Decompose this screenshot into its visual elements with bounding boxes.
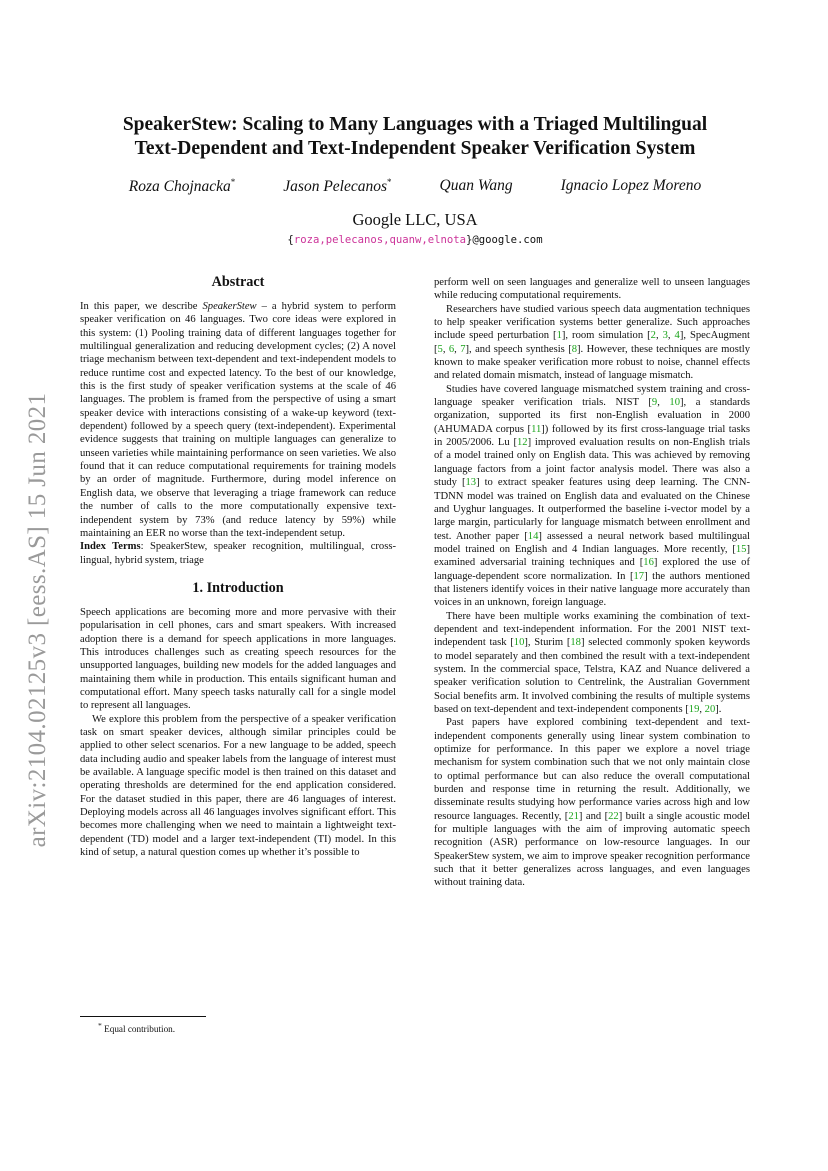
- intro-paragraph-2: We explore this problem from the perspective of a speaker verification task on smart speaker devices, although similar principles could be applied to other select scenarios. For a new language to be added, speech data including audio and speaker labels from the language of interest must be available. A language specific model is then trained on this dataset and operating thresholds are determined for the end application considered. For the dataset studied in this paper, there are 46 languages of interest. Deploying models across all 46 languages involves significant effort. This becomes more challenging when we need to maintain a lightweight text-dependent (TD) model and a larger text-independent (TI) model. In this kind of setup, a natural question comes up whether it’s possible to: [80, 713, 396, 859]
- citation-link[interactable]: 3: [662, 330, 668, 342]
- author: Ignacio Lopez Moreno: [560, 177, 702, 194]
- arxiv-stamp: [14, 360, 62, 880]
- citation-link[interactable]: 14: [527, 530, 539, 542]
- intro-paragraph-continued: perform well on seen languages and generalize well to unseen languages while reducing computational requirements.: [434, 277, 750, 302]
- footnote-divider: [80, 1016, 206, 1017]
- citation-link[interactable]: 8: [571, 343, 578, 355]
- citation-link[interactable]: 1: [556, 330, 562, 342]
- citation-link[interactable]: 10: [513, 637, 525, 649]
- citation-link[interactable]: 4: [674, 330, 680, 342]
- footnote-text: * Equal contribution.: [98, 1021, 176, 1035]
- author: Quan Wang: [439, 177, 513, 194]
- title-line-1: SpeakerStew: Scaling to Many Languages with a Triaged Multilingual: [122, 114, 708, 135]
- citation-link[interactable]: 5: [437, 343, 443, 355]
- abstract-body: In this paper, we describe SpeakerStew – a hybrid system to perform speaker verification on 46 languages. Two core ideas were explored in this system: (1) Pooling training data of different languages together for multilingual generalization and reducing development cycles; (2) A novel triage mechanism between text-dependent and text-independent models to reduce runtime cost and expected latency. To the best of our knowledge, this is the first study of speaker verification systems at the scale of 46 languages. The problem is framed from the perspective of using a smart speaker device with interactions consisting of a wake-up keyword (text-dependent) followed by a speech query (text-independent). Experimental evidence suggests that training on multiple languages can generalize to unseen varieties while maintaining performance on seen varieties. We also found that it can reduce computational requirements for training models by an order of magnitude. Furthermore, during model inference on English data, we observe that leveraging a triage framework can reduce the number of calls to the more computationally expensive text-independent system by 73% (and reduce latency by 59%) while maintaining an EER no worse than the text-independent setup.: [80, 301, 396, 539]
- citation-link[interactable]: 16: [643, 557, 654, 569]
- intro-paragraph-augmentation: Researchers have studied various speech data augmentation techniques to help speaker verification systems better generalize. Such approaches include speed perturbation [1], room simulation [2, 3, 4], SpecAugment [5, 6, 7], and speech synthesis [8]. However, these techniques are mostly known to make speaker verification more robust to noise, channel effects and related domain mismatch, instead of language mismatch.: [434, 303, 751, 382]
- intro-paragraph-combination: There have been multiple works examining the combination of text-dependent and text-independent information. For the 2001 NIST text-independent task [10], Sturim [18] selected commonly spoken keywords to model separately and then combined the result with a text-independent system. In the commercial space, Telstra, KAZ and Nuance delivered a speaker verification solution to Centrelink, the Australian Government Social benefits arm. It involved combining the results of multiple systems based on text-dependent and text-independent components [19, 20].: [434, 610, 750, 715]
- citation-link[interactable]: 6: [448, 343, 455, 355]
- citation-link[interactable]: 2: [650, 330, 656, 342]
- author: Jason Pelecanos*: [283, 177, 392, 196]
- right-column: [434, 276, 750, 890]
- citation-link[interactable]: 20: [704, 704, 716, 715]
- citation-link[interactable]: 18: [570, 637, 581, 649]
- intro-paragraph-triage: Past papers have explored combining text-dependent and text-independent components generally using linear system combination to optimize for performance. In this paper we explore a novel triage mechanism for system combination such that we not only maintain close to optimal performance but can also reduce the overall computational burden and response time in returning the result. Additionally, we disseminate results studying how performance varies across high and low resource languages. Recently, [21] and [22] built a single acoustic model for multiple languages with the aim of improving automatic speech recognition (ASR) performance on low-resource languages. In our SpeakerStew system, we aim to improve speaker recognition performance such that it better generalizes across languages, and even languages without training data.: [434, 717, 750, 889]
- author-list: [80, 177, 750, 196]
- introduction-heading: 1. Introduction: [192, 579, 284, 596]
- citation-link[interactable]: 11: [531, 423, 542, 435]
- citation-link[interactable]: 10: [669, 397, 680, 409]
- citation-link[interactable]: 19: [688, 704, 700, 715]
- left-column: [80, 273, 396, 859]
- citation-link[interactable]: 21: [568, 810, 579, 822]
- citation-link[interactable]: 15: [735, 543, 747, 555]
- title-line-2: Text-Dependent and Text-Independent Speaker Verification System: [134, 138, 696, 159]
- footnote: [80, 1016, 396, 1034]
- abstract-heading: Abstract: [211, 274, 265, 290]
- affiliation: Google LLC, USA: [352, 210, 478, 229]
- index-terms: Index Terms: SpeakerStew, speaker recognition, multilingual, cross-lingual, hybrid system, triage: [80, 541, 397, 566]
- citation-link[interactable]: 22: [608, 810, 619, 822]
- citation-link[interactable]: 7: [460, 343, 466, 355]
- arxiv-identifier: arXiv:2104.02125v3 [eess.AS] 15 Jun 2021: [24, 392, 51, 848]
- author: Roza Chojnacka*: [128, 177, 236, 196]
- paper-title: [80, 113, 750, 161]
- citation-link[interactable]: 13: [465, 477, 477, 489]
- citation-link[interactable]: 17: [633, 570, 645, 582]
- intro-paragraph-1: Speech applications are becoming more and more pervasive with their popularisation in cell phones, cars and smart speakers. With increased adoption there is a demand for speech applications in more languages. This introduces challenges such as creating speech resources for the unsupported languages, building new models for the added languages and maintaining them while in production. This entails significant human and computational effort. Many speech tasks naturally call for a single model to represent all languages.: [80, 606, 396, 712]
- intro-paragraph-language-mismatch: Studies have covered language mismatched system training and cross-language speaker verification trials. NIST [9, 10], a standards organization, supported its first non-English evaluation in 2000 (AHUMADA corpus [11]) followed by its first cross-language trial tasks in 2005/2006. Lu [12] improved evaluation results on non-English trials of a model trained only on English data. This was achieved by removing language factors from a joint factor analysis model. There was also a study [13] to extract speaker features using deep learning. The CNN-TDNN model was trained on English data and evaluated on the Chinese and Uyghur languages. It outperformed the baseline i-vector model by a large margin, particularly for language mismatch between enrollment and test. Another paper [14] assessed a neural network based multilingual model trained on English and 4 Indian languages. More recently, [15] examined adversarial training techniques and [16] explored the use of language-dependent score normalization. In [17] the authors mentioned that listeners identify voices in their native language more accurately than voices in an unknown, foreign language.: [434, 383, 750, 609]
- citation-link[interactable]: 9: [651, 397, 658, 409]
- citation-link[interactable]: 12: [516, 437, 528, 449]
- email-usernames-link[interactable]: roza,pelecanos,quanw,elnota: [293, 234, 467, 246]
- author-email[interactable]: {roza,pelecanos,quanw,elnota}@google.com: [287, 234, 543, 246]
